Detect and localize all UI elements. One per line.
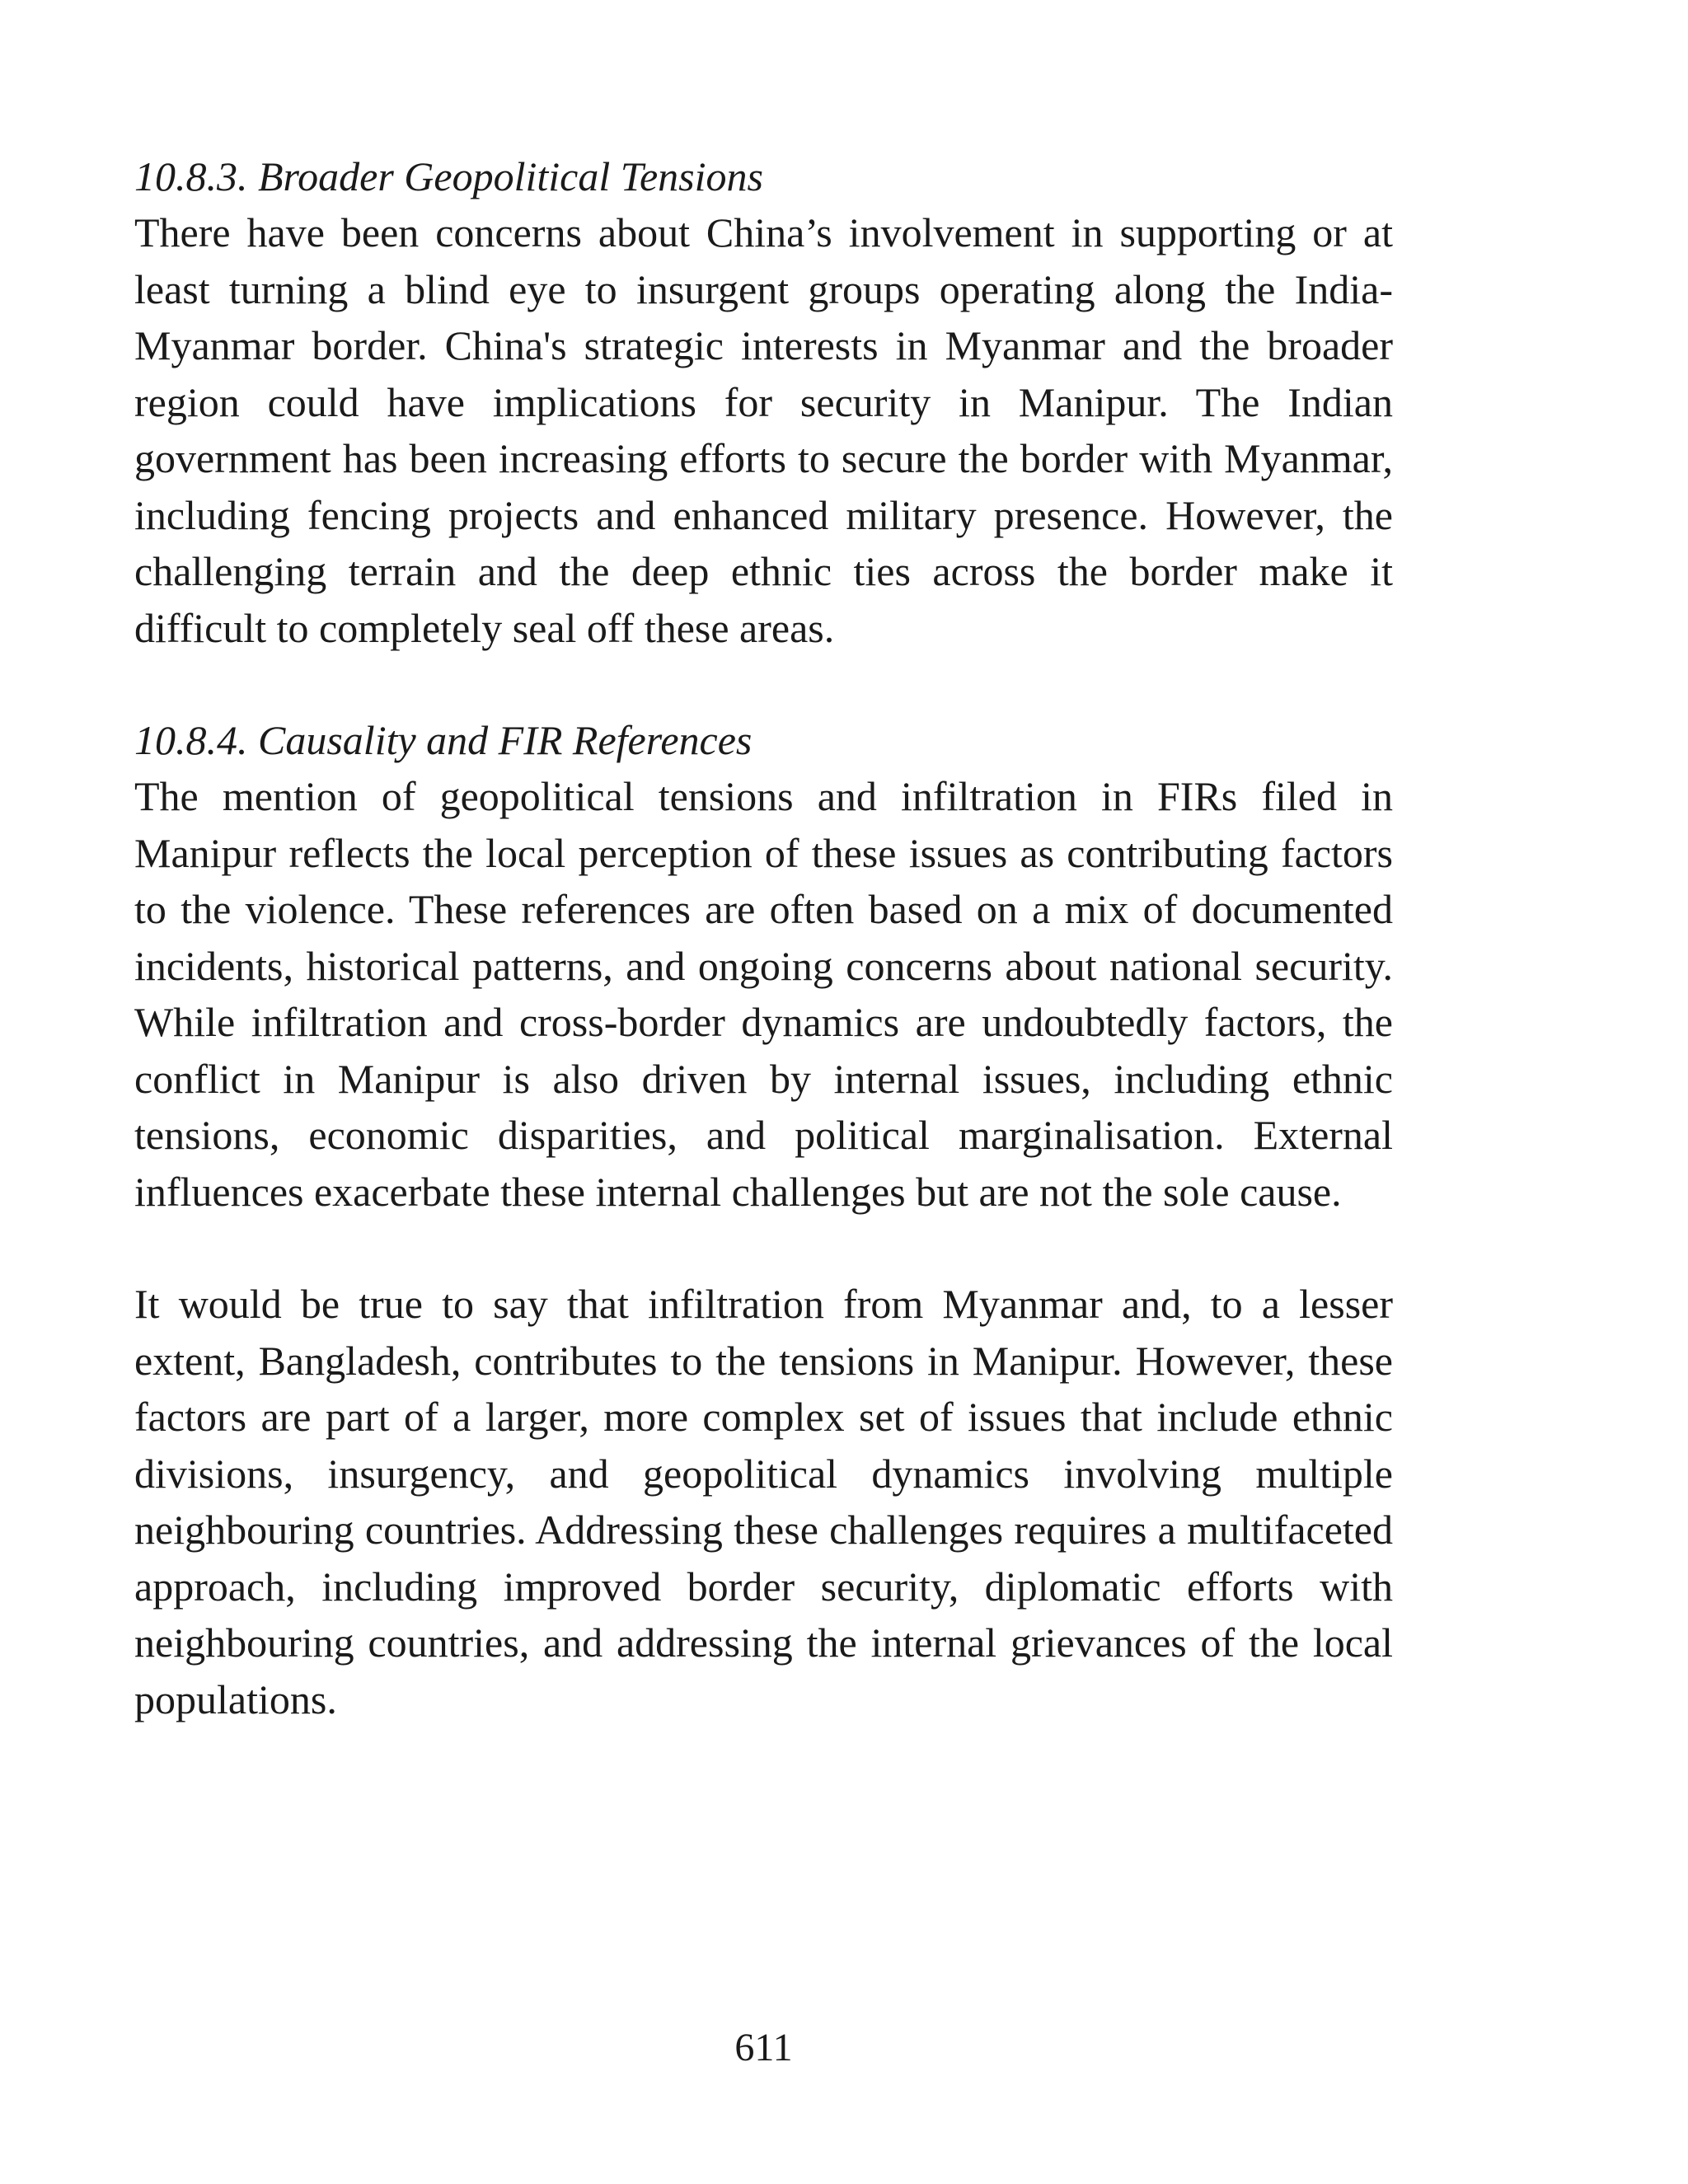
section-spacer: [134, 656, 1393, 712]
page-body: [134, 148, 1393, 1727]
paragraph-geopolitical-tensions: There have been concerns about China’s involvement in supporting or at least turning a blind eye to insurgent groups operating along the India-Myanmar border. China's strategic interests in Myanmar and the broader region could have implications for security in Manipur. The Indian government has been increasing efforts to secure the border with Myanmar, including fencing projects and enhanced military presence. However, the challenging terrain and the deep ethnic ties across the border make it difficult to completely seal off these areas.: [134, 209, 1393, 651]
paragraph-infiltration-summary: It would be true to say that infiltration from Myanmar and, to a lesser extent, Bangladesh, contributes to the tensions in Manipur. However, these factors are part of a larger, more complex set of issues that include ethnic divisions, insurgency, and geopolitical dynamics involving multiple neighbouring countries. Addressing these challenges requires a multifaceted approach, including improved border security, diplomatic efforts with neighbouring countries, and addressing the internal grievances of the local populations.: [134, 1281, 1393, 1722]
paragraph-spacer: [134, 1220, 1393, 1276]
paragraph-fir-references: The mention of geopolitical tensions and infiltration in FIRs filed in Manipur reflects the local perception of these issues as contributing factors to the violence. These references are often based on a mix of documented incidents, historical patterns, and ongoing concerns about national security. While infiltration and cross-border dynamics are undoubtedly factors, the conflict in Manipur is also driven by internal issues, including ethnic tensions, economic disparities, and political marginalisation. External influences exacerbate these internal challenges but are not the sole cause.: [134, 773, 1393, 1215]
section-heading-10-8-4: 10.8.4. Causality and FIR References: [134, 717, 753, 763]
section-heading-10-8-3: 10.8.3. Broader Geopolitical Tensions: [134, 153, 763, 199]
page-number: 611: [734, 2026, 793, 2069]
